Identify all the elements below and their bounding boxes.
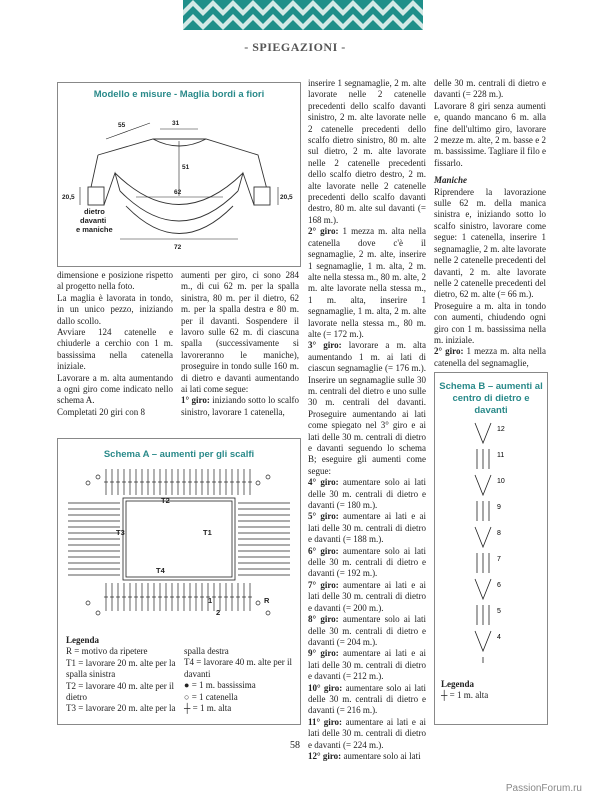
- chain-stitch-symbol: [96, 611, 100, 615]
- increase-v-stitch: [475, 631, 491, 651]
- diagram-label-maniche: e maniche: [76, 225, 113, 234]
- row-number-label: 6: [497, 582, 501, 589]
- legend-item-chain: ○ = 1 catenella: [184, 691, 238, 702]
- row-number-label: 7: [497, 556, 501, 563]
- paragraph-giro-1: [181, 395, 299, 418]
- text-column-4: [434, 78, 546, 369]
- paragraph: inserire 1 segnamaglie, 2 m. alte lavorate nelle 2 catenelle precedenti dello scalfo davanti sinistro, 2 m. alte lavorate nelle 2 catenelle precedenti dello scalfo dietro sinistro, 80 m. alte sul dietro, 2 m. alte lavorate nelle 2 catenelle precedenti dello scalfo dietro destro, 2 m. alte lavorate nelle 2 catenelle precedenti dello scalfo davanti destro, 80 m. alte sul davanti (= 168 m.).: [308, 78, 426, 225]
- chain-symbol-icon: ○: [184, 691, 192, 702]
- treble-symbol-icon: ┼: [441, 690, 450, 701]
- treble-symbol-icon: ┼: [184, 703, 193, 714]
- chain-stitch-symbol: [96, 475, 100, 479]
- legend-item-slip-stitch: ● = 1 m. bassissima: [184, 680, 256, 691]
- diagram-label-dietro: dietro: [84, 207, 105, 216]
- giro-8: 8° giro: aumentare solo ai lati delle 30 m. centrali di dietro e davanti (= 204 m.).: [308, 614, 426, 647]
- giro-2: 2° giro: 1 mezza m. alta nella catenella dove c'è il segnamaglie, 2 m. alte, inserire 1 segnamaglie, 1 m. alta, 2 m. alte nella stessa m., 80 m. alte, 2 m. alte lavorate nella stessa m., 1 m. alta, inserire 1 segnamaglie, 1 m. alta, 2 m. alte lavorate nella stessa m., 80 m. alte (= 172 m.).: [308, 226, 426, 339]
- garment-diagram: [58, 101, 300, 266]
- paragraph: La maglia è lavorata in tondo, in un unico pezzo, iniziando dallo scollo.: [57, 292, 173, 326]
- legend-item: T1 = lavorare 20 m. alte per la spalla sinistra: [66, 657, 176, 680]
- legend-item: spalla destra: [184, 646, 229, 656]
- legend-title: Legenda: [441, 679, 475, 689]
- giro-7: 7° giro: aumentare ai lati e ai lati delle 30 m. centrali di dietro e davanti (= 200 m.).: [308, 579, 426, 613]
- section-header: - SPIEGAZIONI -: [244, 40, 346, 54]
- paragraph: dimensione e posizione rispetto al progetto nella foto.: [57, 270, 173, 292]
- legend-item: T4 = lavorare 40 m. alte per il davanti: [184, 657, 293, 679]
- legend-item: R = motivo da ripetere: [66, 646, 148, 657]
- dim-31: 31: [172, 120, 180, 127]
- schema-a-title: Schema A – aumenti per gli scalfi: [103, 449, 255, 460]
- paragraph: Lavorare a m. alta aumentando a ogni giro come indicato nello schema A.: [57, 372, 173, 406]
- chain-stitch-symbol: [266, 475, 270, 479]
- diagram-label-davanti: davanti: [80, 216, 107, 225]
- dim-20-5-right: 20,5: [280, 194, 293, 201]
- legend-item: T2 = lavorare 40 m. alte per il dietro: [66, 680, 175, 703]
- text-column-2: [181, 270, 299, 418]
- paragraph: delle 30 m. centrali di dietro e davanti (= 228 m.).: [434, 78, 546, 100]
- giro-12: 12° giro: aumentare solo ai lati: [308, 750, 421, 761]
- giro-4: 4° giro: aumentare solo ai lati delle 30 m. centrali di dietro e davanti (= 180 m.).: [308, 477, 426, 511]
- row-number-label: 12: [497, 426, 505, 433]
- label-r: R: [264, 596, 270, 605]
- increase-v-stitch: [475, 527, 491, 547]
- watermark: PassionForum.ru: [505, 783, 582, 794]
- paragraph: Proseguire a m. alta in tondo con aumenti, chiudendo ogni giro con 1 m. bassissima nella m. iniziale.: [434, 300, 546, 345]
- giro-9: 9° giro: aumentare ai lati e ai lati delle 30 m. centrali di dietro e davanti (= 212 m.).: [308, 648, 426, 682]
- schema-b-title: Schema B – aumenti al centro di dietro e davanti: [439, 381, 543, 416]
- giro-label: 1° giro:: [181, 395, 210, 406]
- giro-3: 3° giro: lavorare a m. alta aumentando 1 m. ai lati di ciascun segnamaglie (= 176 m.). Inserire un segnamaglie sulle 30 m. centrali del dietro e uno sulle 30 m. centrali del davanti. Proseguire aumentando ai lati come spiegato nel 3° giro e ai lati delle 30 m. centrali di dietro e davanti seguendo lo schema B; eseguire gli aumenti come segue:: [308, 340, 426, 476]
- dim-55: 55: [118, 122, 126, 129]
- legend-b: [441, 679, 541, 702]
- model-box-title: Modello e misure - Maglia bordi a fiori: [93, 89, 265, 100]
- legend-a-right: [184, 646, 296, 714]
- model-measures-box: [57, 82, 301, 267]
- maniche-heading: Maniche: [434, 175, 468, 186]
- label-t1: T1: [203, 528, 212, 537]
- chain-stitch-symbol: [256, 601, 260, 605]
- legend-item-treble: ┼ = 1 m. alta: [441, 690, 489, 701]
- text-column-3: [308, 78, 426, 762]
- giro-11: 11° giro: aumentare ai lati e ai lati delle 30 m. centrali di dietro e davanti (= 224 m.).: [308, 716, 426, 750]
- dim-51: 51: [182, 164, 190, 171]
- chain-stitch-symbol: [266, 611, 270, 615]
- row-number-label: 9: [497, 504, 501, 511]
- schema-a-box: [57, 438, 301, 725]
- legend-item-treble: ┼ = 1 m. alta: [184, 703, 232, 714]
- schema-a-diagram: [58, 463, 300, 638]
- chain-stitch-symbol: [86, 481, 90, 485]
- giro-10: 10° giro: aumentare solo ai lati delle 30 m. centrali di dietro e davanti (= 216 m.).: [308, 682, 426, 716]
- schema-b-box: [434, 372, 548, 725]
- label-t2: T2: [161, 496, 170, 505]
- chain-stitch-symbol: [86, 601, 90, 605]
- slip-stitch-symbol-icon: ●: [184, 680, 192, 691]
- paragraph: Completati 20 giri con 8: [57, 406, 145, 417]
- paragraph: Avviare 124 catenelle e chiuderle a cerchio con 1 m. bassissima nella catenella iniziale.: [57, 327, 173, 372]
- giro-2-maniche: 2° giro: 1 mezza m. alta nella catenella del segnamaglie,: [434, 346, 546, 368]
- giro-5: 5° giro: aumentare ai lati e ai lati delle 30 m. centrali di dietro e davanti (= 188 m.).: [308, 511, 426, 545]
- increase-v-stitch: [475, 475, 491, 495]
- label-t4: T4: [156, 566, 165, 575]
- label-t3: T3: [116, 528, 125, 537]
- giro-6: 6° giro: aumentare solo ai lati delle 30 m. centrali di dietro e davanti (= 192 m.).: [308, 545, 426, 579]
- dim-20-5-left: 20,5: [62, 194, 75, 201]
- legend-a: [66, 635, 180, 715]
- label-1: 1: [208, 596, 213, 605]
- paragraph: Riprendere la lavorazione sulle 62 m. della manica sinistra e, iniziando sotto lo scalfo sinistro, lavorare come segue: 1 catenella, inserire 1 segnamaglie, 2 m. alte lavorate nelle 2 catenelle precedenti del davanti, 2 m. alte lavorate nelle 2 catenelle precedenti del dietro, 62 m. alte (= 66 m.).: [434, 186, 546, 300]
- dim-62: 62: [174, 189, 182, 196]
- giro-text: iniziando sotto lo scalfo sinistro, lavorare 1 catenella,: [181, 395, 300, 417]
- legend-title: Legenda: [66, 635, 100, 645]
- paragraph: Lavorare 8 giri senza aumenti e, quando mancano 6 m. alla fine dell'ultimo giro, lavorare 2 mezze m. alte, 2 m. basse e 2 m. bassissime. Tagliare il filo e fissarlo.: [434, 100, 546, 168]
- legend-item: T3 = lavorare 20 m. alte per la: [66, 703, 176, 714]
- knit-pattern-banner: [183, 0, 423, 30]
- row-number-label: 8: [497, 530, 501, 537]
- row-number-label: 11: [497, 452, 505, 459]
- row-number-label: 4: [497, 634, 501, 641]
- text-column-1: [57, 270, 173, 418]
- chain-stitch-symbol: [256, 481, 260, 485]
- row-number-label: 10: [497, 478, 505, 485]
- page-number: 58: [290, 740, 300, 751]
- paragraph: aumenti per giro, ci sono 284 m., di cui 62 m. per la spalla sinistra, 80 m. per il dietro, 62 m. per la spalla destra e 80 m. per il davanti. Sospendere il lavoro sulle 62 m. di ciascuna spalla (successivamente si lavoreranno le maniche), proseguire in tondo sulle 160 m. di dietro e davanti aumentando ai lati come segue:: [181, 270, 299, 395]
- schema-b-diagram: [435, 413, 547, 663]
- increase-v-stitch: [475, 579, 491, 599]
- dim-72: 72: [174, 244, 182, 251]
- increase-v-stitch: [475, 423, 491, 443]
- label-2: 2: [216, 608, 221, 617]
- row-number-label: 5: [497, 608, 501, 615]
